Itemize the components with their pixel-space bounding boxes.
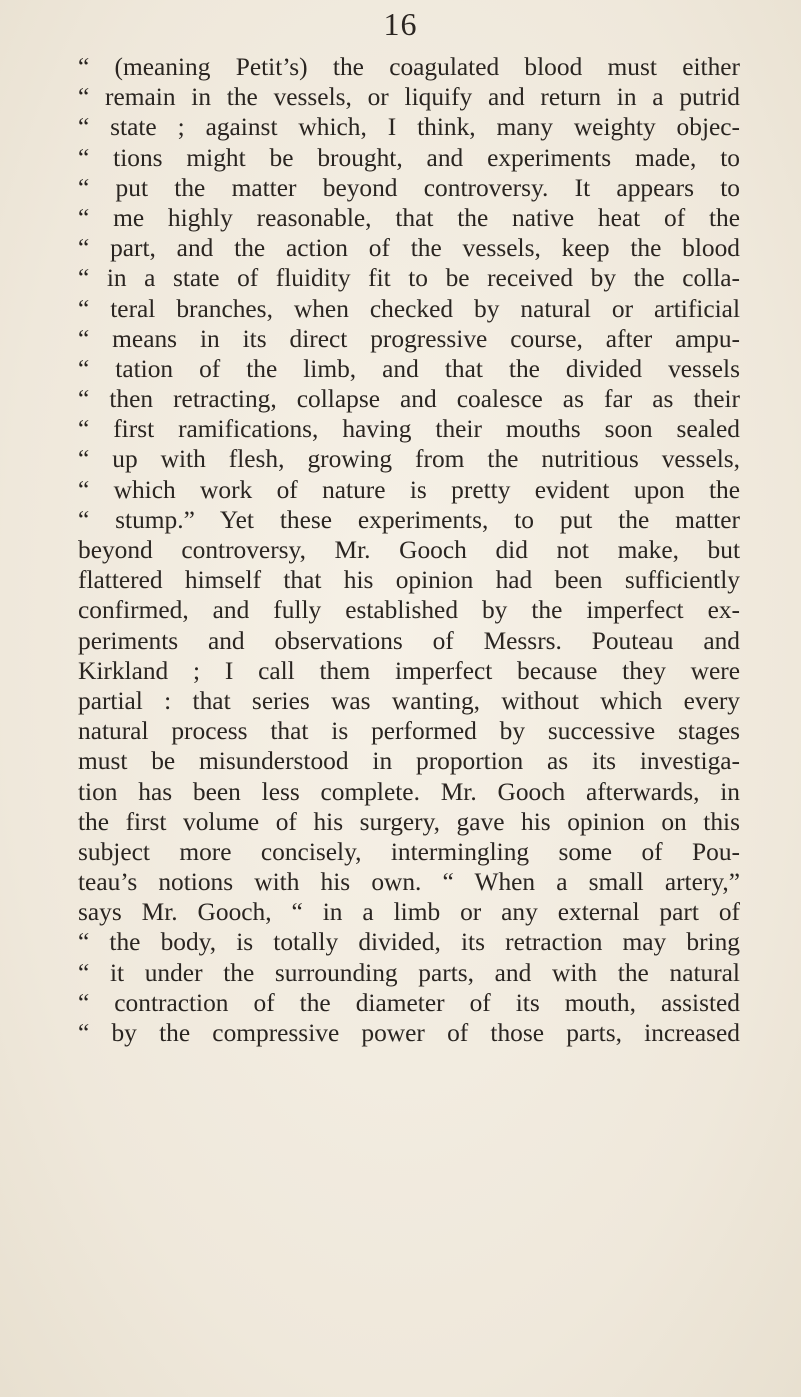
text-line: “ (meaning Petit’s) the coagulated blood must either [78, 53, 740, 81]
text-line: “ means in its direct progressive course, after ampu- [78, 324, 740, 353]
text-line: “ by the compressive power of those parts, increased [78, 1019, 740, 1047]
text-line: natural process that is performed by successive stages [78, 717, 740, 746]
text-line: “ contraction of the diameter of its mouth, assisted [78, 988, 740, 1017]
text-line: must be misunderstood in proportion as its investiga- [78, 747, 740, 776]
text-line: “ first ramifications, having their mouths soon sealed [78, 415, 740, 444]
text-line: “ stump.” Yet these experiments, to put the matter [78, 505, 740, 534]
text-line: “ remain in the vessels, or liquify and return in a putrid [78, 83, 740, 112]
text-line: periments and observations of Messrs. Pouteau and [78, 626, 740, 655]
text-line: “ put the matter beyond controversy. It appears to [78, 173, 740, 202]
text-line: “ teral branches, when checked by natural or artificial [78, 294, 740, 323]
page-number: 16 [383, 6, 418, 42]
text-line: “ tions might be brought, and experiments made, to [78, 143, 740, 172]
text-line: “ it under the surrounding parts, and with the natural [78, 958, 740, 987]
text-line: says Mr. Gooch, “ in a limb or any external part of [78, 898, 740, 927]
text-line: “ the body, is totally divided, its retraction may bring [78, 928, 740, 957]
text-line: “ which work of nature is pretty evident upon the [78, 475, 740, 504]
text-line: the first volume of his surgery, gave his opinion on this [78, 807, 740, 836]
text-line: “ part, and the action of the vessels, keep the blood [78, 234, 740, 263]
text-line: subject more concisely, intermingling some of Pou- [78, 837, 740, 866]
text-line: tion has been less complete. Mr. Gooch afterwards, in [78, 777, 740, 806]
text-line: “ me highly reasonable, that the native heat of the [78, 203, 740, 232]
text-line: “ state ; against which, I think, many weighty objec- [78, 113, 740, 142]
text-line: “ in a state of fluidity fit to be received by the colla- [78, 264, 740, 293]
text-line: “ then retracting, collapse and coalesce as far as their [78, 385, 740, 414]
text-line: Kirkland ; I call them imperfect because they were [78, 656, 740, 685]
text-line: beyond controversy, Mr. Gooch did not make, but [78, 536, 740, 564]
text-line: partial : that series was wanting, without which every [78, 686, 740, 715]
text-line: teau’s notions with his own. “ When a small artery,” [78, 868, 740, 897]
body-text [78, 52, 740, 1048]
text-line: flattered himself that his opinion had been sufficiently [78, 566, 740, 595]
text-line: “ up with flesh, growing from the nutritious vessels, [78, 445, 740, 474]
text-line: confirmed, and fully established by the imperfect ex- [78, 596, 740, 625]
text-line: “ tation of the limb, and that the divided vessels [78, 354, 740, 383]
